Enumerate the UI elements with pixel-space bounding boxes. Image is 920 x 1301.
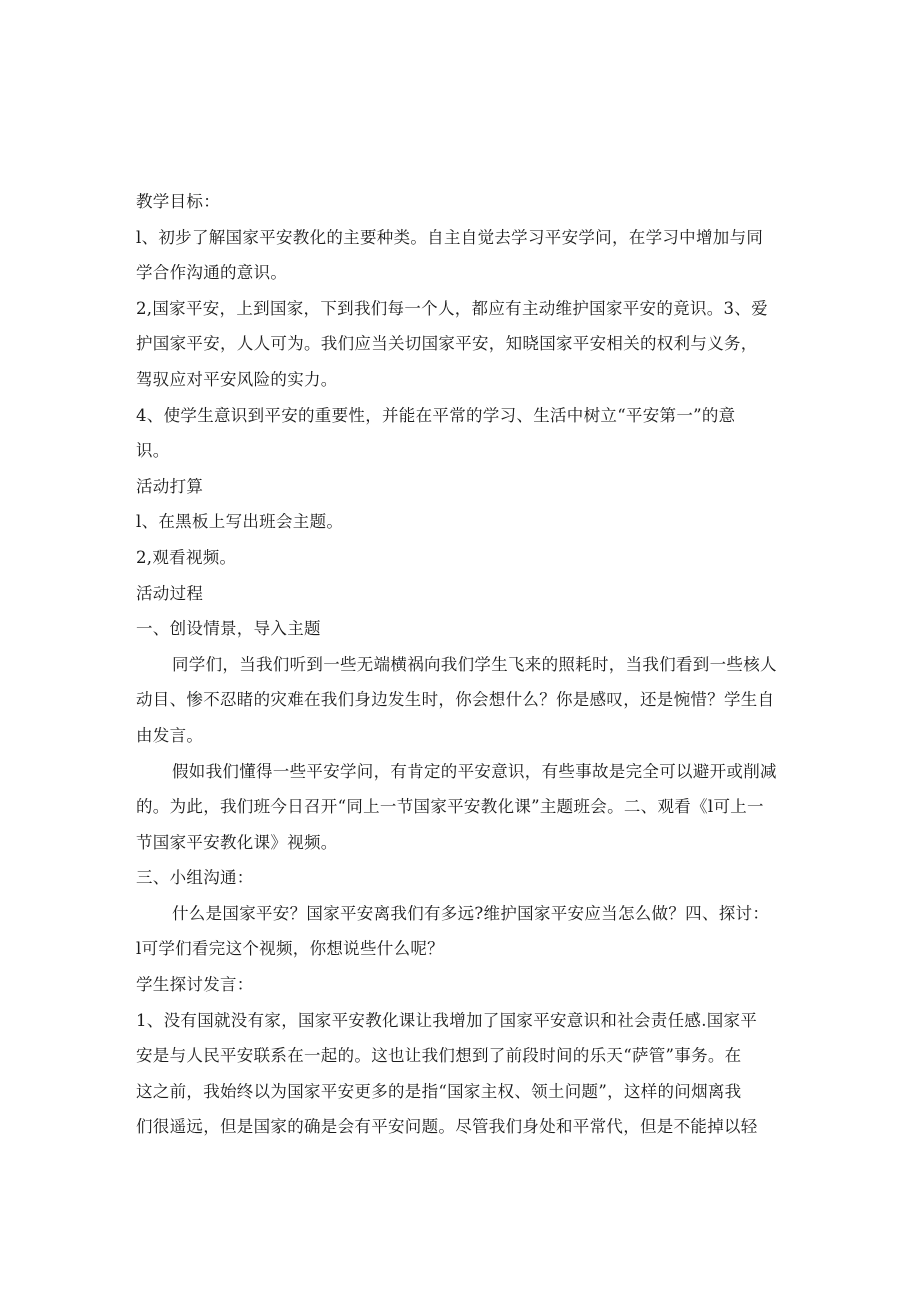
paragraph-line: 动目、惨不忍睹的灾难在我们身边发生时，你会想什么？你是感叹，还是惋惜？学生自 bbox=[136, 690, 775, 710]
paragraph-line: 同学们，当我们听到一些无端横祸向我们学生飞来的照耗时，当我们看到一些核人 bbox=[172, 654, 777, 674]
plan-line: l、在黑板上写出班会主题。 bbox=[136, 512, 344, 532]
heading-activity-process: 活动过程 bbox=[136, 583, 204, 603]
section-heading: 学生探讨发言： bbox=[136, 975, 254, 995]
section-heading: 三、小组沟通： bbox=[136, 868, 254, 888]
goal-line: 护国家平安，人人可为。我们应当关切国家平安，知晓国家平安相关的权利与义务， bbox=[136, 334, 758, 354]
paragraph-line: 们很遥远，但是国家的确是会有平安问题。尽管我们身处和平常代，但是不能掉以轻 bbox=[136, 1117, 758, 1137]
paragraph-line: l可学们看完这个视频，你想说些什么呢？ bbox=[136, 939, 444, 959]
goal-line: 驾驭应对平安风险的实力。 bbox=[136, 369, 338, 389]
goal-line: 2,国家平安，上到国家，下到我们每一个人，都应有主动维护国家平安的竟识。3、爱 bbox=[136, 298, 768, 318]
heading-teaching-goals: 教学目标： bbox=[136, 192, 220, 211]
paragraph-line: 节国家平安教化课》视频。 bbox=[136, 832, 338, 852]
goal-line: 4、使学生意识到平安的重要性，并能在平常的学习、生活中树立“平安第一”的意 bbox=[136, 405, 736, 425]
paragraph-line: 这之前，我始终以为国家平安更多的是指“国家主权、领土问题”，这样的问烟离我 bbox=[136, 1081, 742, 1101]
paragraph-line: 安是与人民平安联系在一起的。这也让我们想到了前段时间的乐天“萨管”事务。在 bbox=[136, 1046, 742, 1066]
paragraph-line: 1、没有国就没有家，国家平安教化课让我增加了国家平安意识和社会责任感.国家平 bbox=[136, 1010, 758, 1030]
paragraph-line: 假如我们懂得一些平安学问，有肯定的平安意识，有些事故是完全可以避开或削减 bbox=[172, 761, 777, 781]
heading-activity-plan: 活动打算 bbox=[136, 476, 204, 496]
document-body bbox=[136, 184, 786, 1145]
paragraph-line: 的。为此，我们班今日召开“同上一节国家平安教化课”主题班会。二、观看《l可上一 bbox=[136, 797, 764, 817]
goal-line: 识。 bbox=[136, 441, 170, 461]
paragraph-line: 由发言。 bbox=[136, 725, 204, 745]
plan-line: 2,观看视频。 bbox=[136, 547, 237, 567]
goal-line: l、初步了解国家平安教化的主要种类。自主自觉去学习平安学问，在学习中增加与同 bbox=[136, 227, 764, 247]
section-heading: 一、创设情景，导入主题 bbox=[136, 619, 321, 639]
goal-line: 学合作沟通的意识。 bbox=[136, 263, 288, 283]
paragraph-line: 什么是国家平安？国家平安离我们有多远?维护国家平安应当怎么做？四、探讨： bbox=[172, 903, 770, 923]
